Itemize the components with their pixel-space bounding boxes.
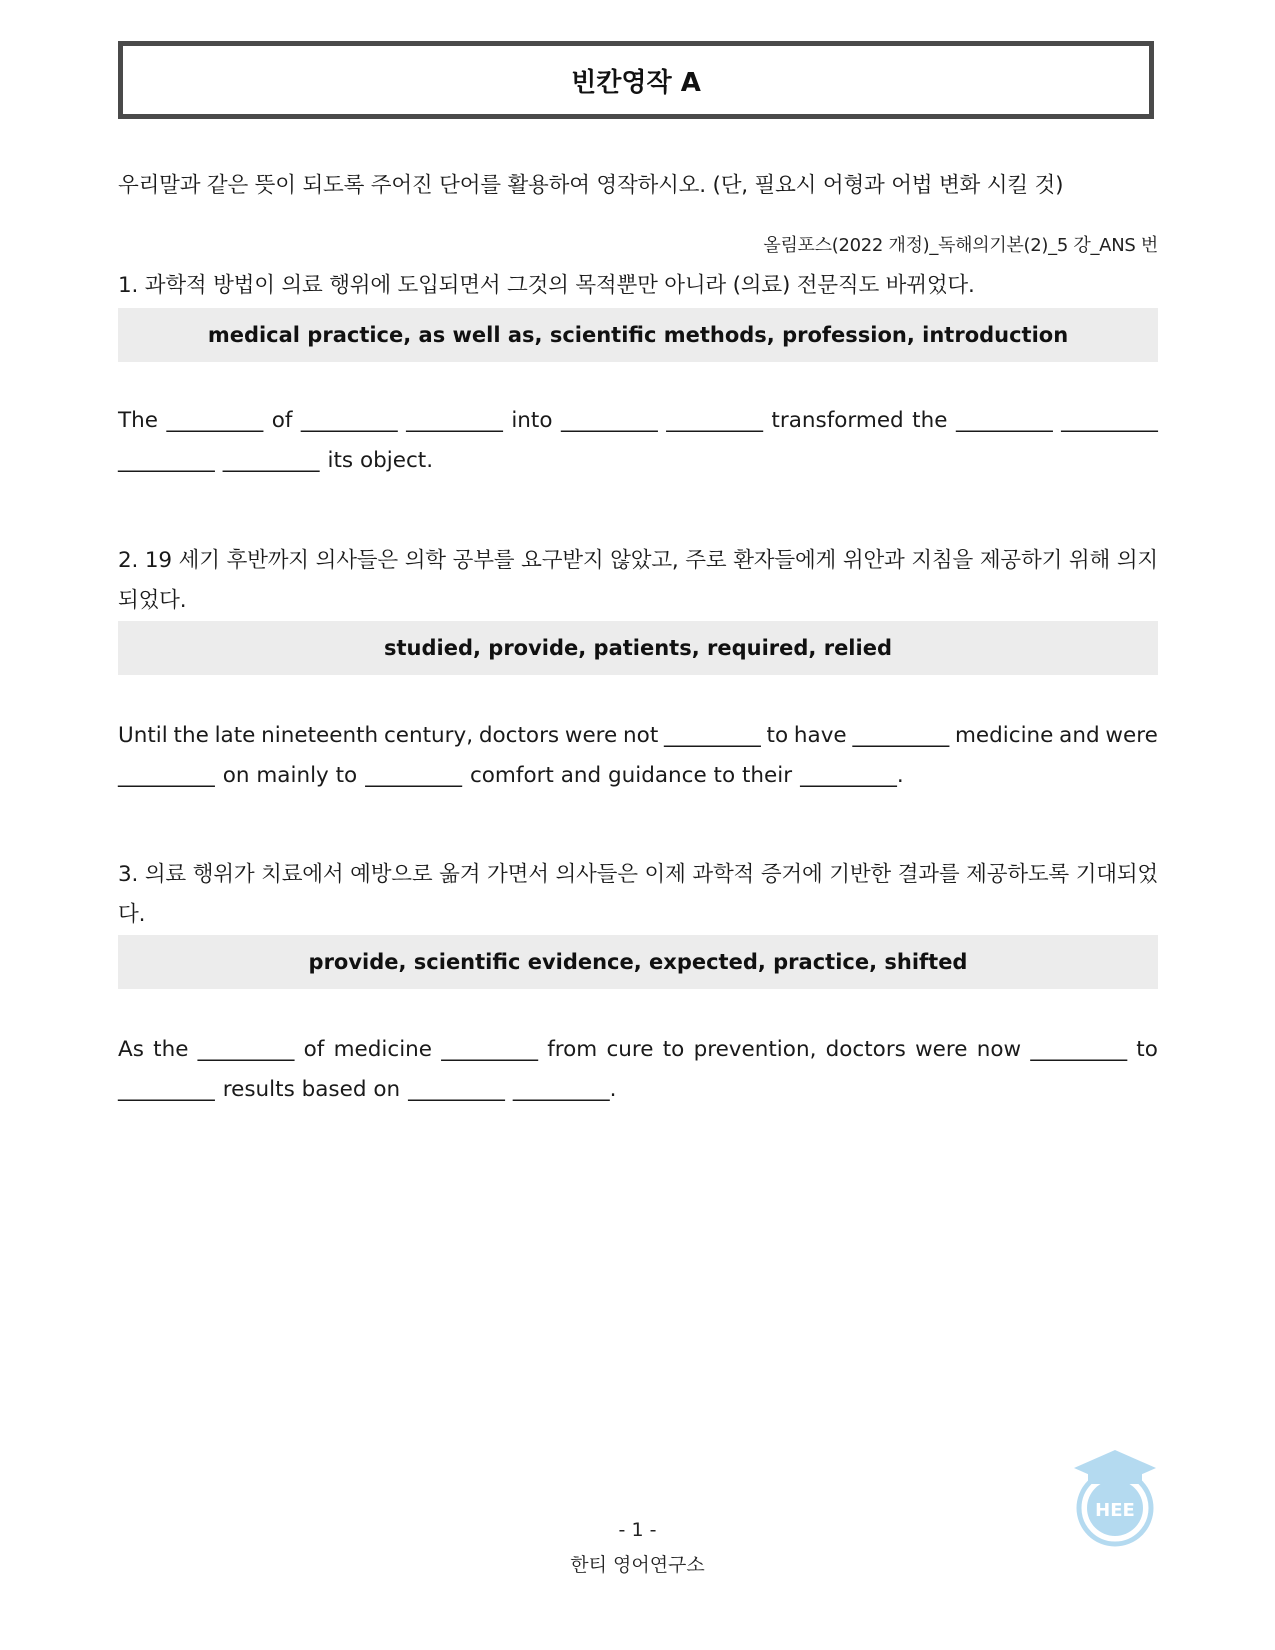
sentence-word: Until [118,723,168,748]
question-1-word-box: medical practice, as well as, scientific methods, profession, introduction [118,308,1158,362]
answer-blank: _________ [408,1077,505,1102]
answer-blank: _________ [300,408,398,433]
answer-blank: _________ [1061,408,1158,433]
question-2-line-2 [118,756,1158,796]
question-3-line-1 [118,1030,1158,1070]
sentence-word: cure [606,1037,654,1062]
worksheet-title: 빈칸영작 A [571,67,701,98]
sentence-word: results based on [222,1077,401,1102]
sentence-word: medicine [333,1037,433,1062]
sentence-word: doctors [478,723,560,748]
answer-blank: _________ [118,1077,215,1102]
sentence-word: comfort and guidance to their [469,763,793,788]
answer-blank: _________ [118,763,215,788]
answer-blank: _________ [197,1037,295,1062]
answer-blank: _________ [166,408,264,433]
question-3-korean: 3. 의료 행위가 치료에서 예방으로 옮겨 가면서 의사들은 이제 과학적 증거에 기반한 결과를 제공하도록 기대되었다. [118,862,1158,927]
source-reference: 올림포스(2022 개정)_독해의기본(2)_5 강_ANS 번 [763,235,1158,256]
answer-blank: _________. [800,763,904,788]
sentence-word: and [1059,723,1100,748]
answer-blank: _________ [118,448,215,473]
sentence-word: have [793,723,847,748]
question-3-line-2 [118,1070,1158,1110]
question-3-english [118,1030,1158,1110]
sentence-word: from [547,1037,598,1062]
sentence-word: to [1136,1037,1158,1062]
sentence-word: doctors [825,1037,906,1062]
sentence-word: nineteenth [261,723,379,748]
sentence-word: now [976,1037,1022,1062]
sentence-word: to [662,1037,685,1062]
sentence-word: transformed [771,408,904,433]
sentence-word: were [1105,723,1158,748]
question-1-korean: 1. 과학적 방법이 의료 행위에 도입되면서 그것의 목적뿐만 아니라 (의료) 전문직도 바뀌었다. [118,273,975,298]
logo-text: HEE [1095,1500,1135,1521]
answer-blank: _________ [664,723,761,748]
sentence-word: to [766,723,789,748]
answer-blank: _________ [365,763,462,788]
answer-blank: _________ [222,448,320,473]
sentence-word: late [214,723,256,748]
answer-blank: _________ [1030,1037,1128,1062]
sentence-word: As [118,1037,144,1062]
question-2-word-box: studied, provide, patients, required, relied [118,621,1158,675]
answer-blank: _________ [560,408,658,433]
question-2-line-1 [118,716,1158,756]
sentence-word: were [915,1037,968,1062]
question-2-korean: 2. 19 세기 후반까지 의사들은 의학 공부를 요구받지 않았고, 주로 환자들에게 위안과 지침을 제공하기 위해 의지되었다. [118,548,1158,613]
answer-blank: _________. [512,1077,617,1102]
title-box [118,41,1154,119]
answer-blank: _________ [955,408,1053,433]
sentence-word: of [271,408,293,433]
sentence-word: into [511,408,553,433]
sentence-word: of [303,1037,325,1062]
sentence-word: its object. [327,448,434,473]
sentence-word: the [912,408,948,433]
question-2-english [118,716,1158,796]
sentence-word: prevention, [693,1037,817,1062]
answer-blank: _________ [666,408,763,433]
sentence-word: The [118,408,158,433]
answer-blank: _________ [406,408,503,433]
answer-blank: _________ [441,1037,538,1062]
question-3-word-box: provide, scientific evidence, expected, practice, shifted [118,935,1158,989]
page-number: - 1 - [618,1519,657,1541]
instruction-text: 우리말과 같은 뜻이 되도록 주어진 단어를 활용하여 영작하시오. (단, 필요시 어형과 어법 변화 시킬 것) [118,173,1064,198]
sentence-word: were [564,723,618,748]
sentence-word: century, [383,723,474,748]
question-1-line-2 [118,441,1158,481]
question-1-english [118,401,1158,481]
sentence-word: the [173,723,209,748]
sentence-word: medicine [954,723,1054,748]
answer-blank: _________ [852,723,950,748]
footer-organization: 한티 영어연구소 [570,1554,705,1576]
sentence-word: the [153,1037,189,1062]
question-1-line-1 [118,401,1158,441]
sentence-word: on mainly to [222,763,358,788]
sentence-word: not [623,723,659,748]
